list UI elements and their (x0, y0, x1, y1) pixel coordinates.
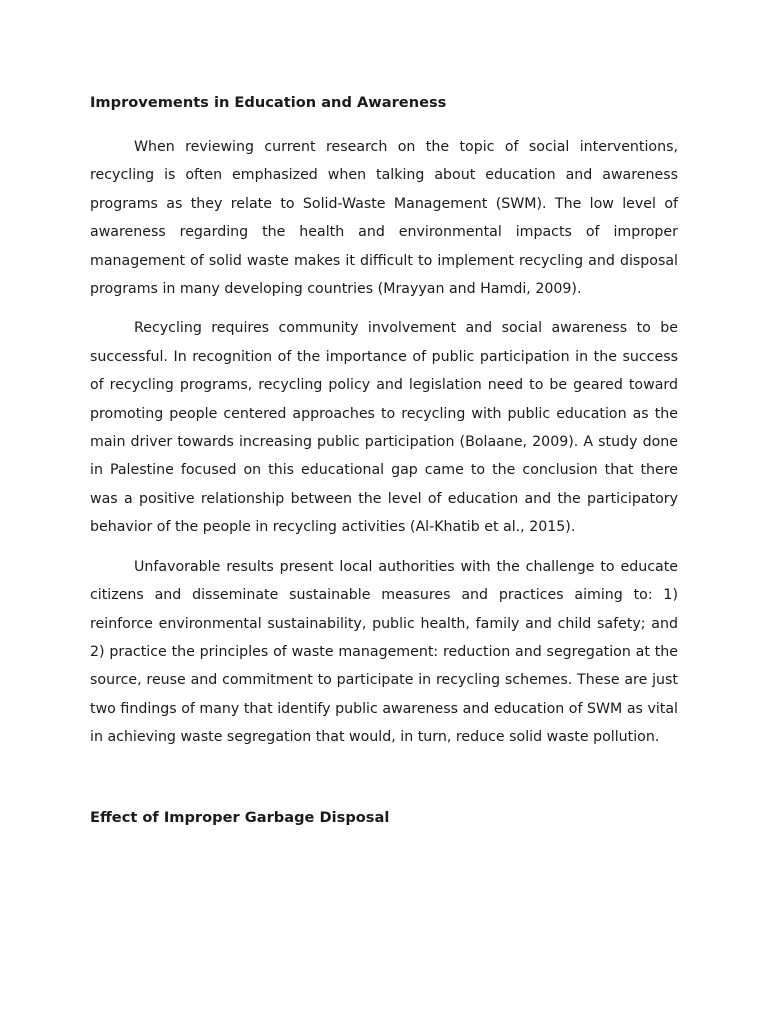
body-paragraph: Unfavorable results present local authorities with the challenge to educate citizens and disseminate sustainable measures and practices aiming to: 1) reinforce environmental sustainability, public health, family and child safety; and 2) practice the principles of waste management: reduction and segregation at the source, reuse and commitment to participate in recycling schemes. These are just two findings of many that identify public awareness and education of SWM as vital in achieving waste segregation that would, in turn, reduce solid waste pollution. (90, 558, 678, 746)
body-paragraph: Recycling requires community involvement and social awareness to be successful. In recognition of the importance of public participation in the success of recycling programs, recycling policy and legislation need to be geared toward promoting people centered approaches to recycling with public education as the main driver towards increasing public participation (Bolaane, 2009). A study done in Palestine focused on this educational gap came to the conclusion that there was a positive relationship between the level of education and the participatory behavior of the people in recycling activities (Al-Khatib et al., 2015). (90, 320, 678, 536)
section-heading-improper-garbage-disposal: Effect of Improper Garbage Disposal (90, 808, 390, 826)
body-paragraph: When reviewing current research on the topic of social interventions, recycling is often emphasized when talking about education and awareness programs as they relate to Solid-Waste Management (SWM). The low level of awareness regarding the health and environmental impacts of improper management of solid waste makes it difficult to implement recycling and disposal programs in many developing countries (Mrayyan and Hamdi, 2009). (90, 139, 678, 298)
section-heading-education-awareness: Improvements in Education and Awareness (90, 94, 447, 111)
text-column (90, 91, 678, 830)
